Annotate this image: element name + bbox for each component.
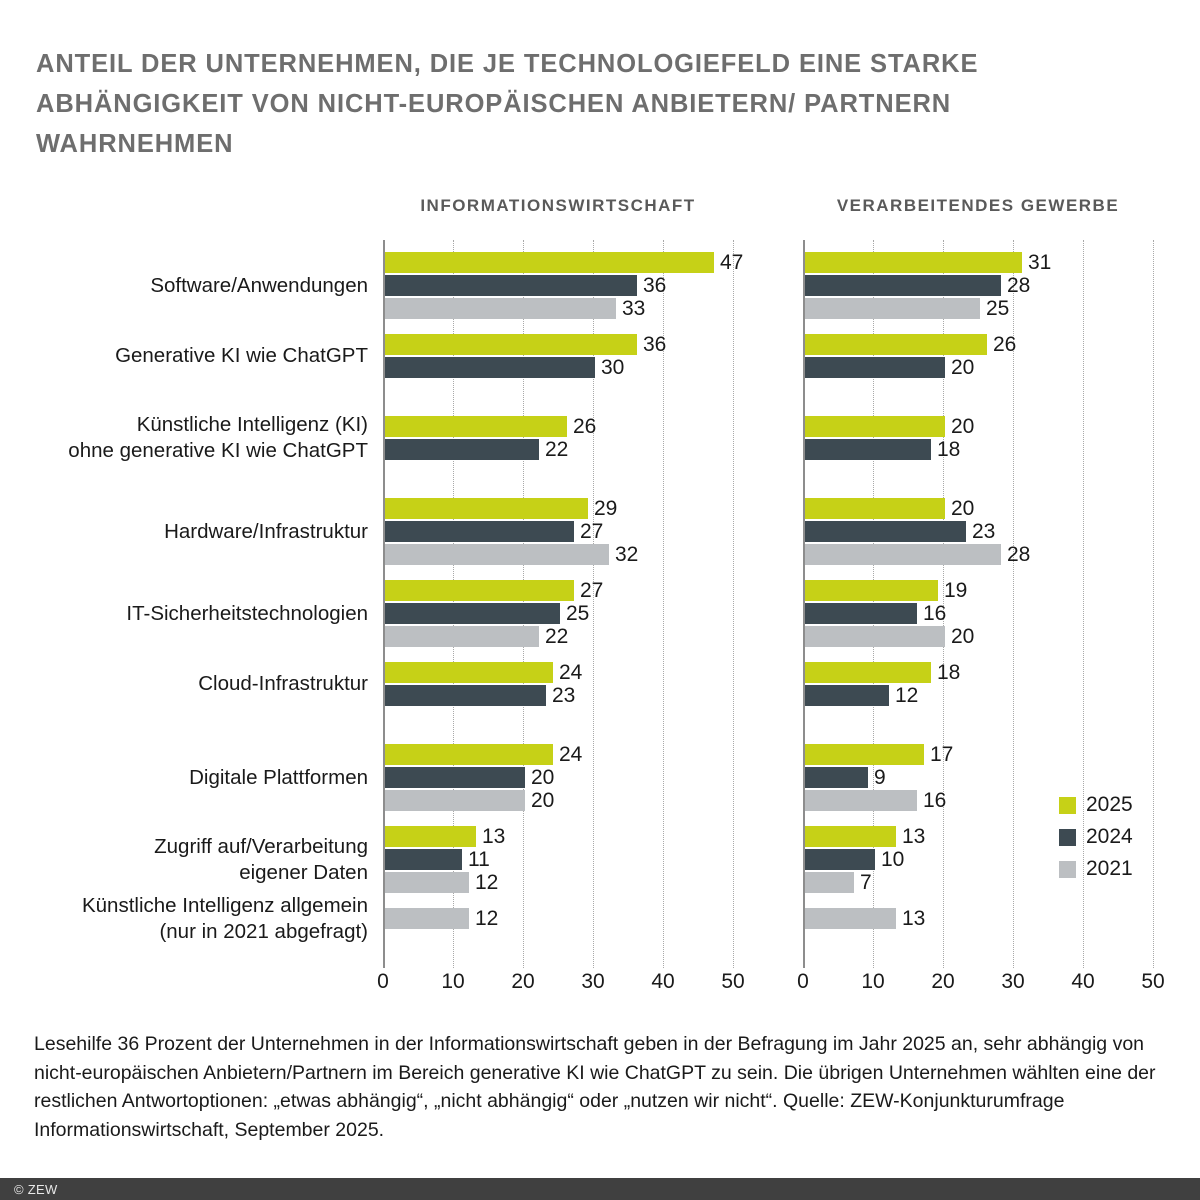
bar-row xyxy=(805,334,1153,355)
bar-value-label: 25 xyxy=(566,601,590,625)
x-tick-label: 30 xyxy=(1001,970,1025,993)
bar-row xyxy=(385,826,733,847)
category-label xyxy=(0,343,368,369)
bar-value-label: 12 xyxy=(475,906,499,930)
bar-2025 xyxy=(805,744,924,765)
bar-2025 xyxy=(385,252,714,273)
category-label xyxy=(0,765,368,791)
bar-value-label: 18 xyxy=(937,660,961,684)
category-label-line: Zugriff auf/Verarbeitung xyxy=(154,834,368,858)
bar-value-label: 18 xyxy=(937,437,961,461)
bar-value-label: 11 xyxy=(468,847,490,871)
copyright-text: © ZEW xyxy=(14,1181,58,1197)
bar-row xyxy=(805,767,1153,788)
bar-value-label: 13 xyxy=(482,824,506,848)
bar-row xyxy=(385,849,733,870)
bar-row xyxy=(805,580,1153,601)
chart-legend xyxy=(1059,789,1189,885)
bar-value-label: 26 xyxy=(993,332,1017,356)
bar-value-label: 29 xyxy=(594,496,618,520)
bar-2021 xyxy=(385,872,469,893)
bar-row xyxy=(805,275,1153,296)
bar-value-label: 23 xyxy=(972,519,996,543)
bar-row xyxy=(385,416,733,437)
bar-row xyxy=(385,872,733,893)
bar-group xyxy=(385,416,733,462)
bar-row xyxy=(385,662,733,683)
bar-row xyxy=(385,790,733,811)
legend-swatch xyxy=(1059,829,1076,846)
bar-group xyxy=(805,334,1153,380)
bar-value-label: 20 xyxy=(951,496,975,520)
bar-value-label: 13 xyxy=(902,824,926,848)
bar-2024 xyxy=(385,357,595,378)
bar-value-label: 7 xyxy=(860,870,872,894)
bar-2025 xyxy=(385,744,553,765)
bar-row xyxy=(805,498,1153,519)
bar-value-label: 27 xyxy=(580,519,604,543)
category-label xyxy=(0,519,368,545)
bar-2025 xyxy=(805,580,938,601)
bar-2021 xyxy=(385,298,616,319)
legend-swatch xyxy=(1059,861,1076,878)
bar-2024 xyxy=(385,849,462,870)
bar-value-label: 28 xyxy=(1007,273,1031,297)
bar-2025 xyxy=(385,580,574,601)
bar-row xyxy=(805,416,1153,437)
bar-2024 xyxy=(805,439,931,460)
bar-2021 xyxy=(805,626,945,647)
x-tick-label: 50 xyxy=(1141,970,1165,993)
bar-row xyxy=(805,439,1153,460)
legend-item-2024[interactable] xyxy=(1059,821,1189,853)
bar-value-label: 22 xyxy=(545,437,569,461)
copyright-bar xyxy=(0,1178,1200,1200)
bar-2025 xyxy=(805,662,931,683)
bar-value-label: 20 xyxy=(531,788,555,812)
bar-value-label: 10 xyxy=(881,847,905,871)
bar-value-label: 22 xyxy=(545,624,569,648)
category-label-line: Generative KI wie ChatGPT xyxy=(115,344,368,367)
x-tick-label: 10 xyxy=(441,970,465,993)
bar-2021 xyxy=(385,626,539,647)
bar-row xyxy=(805,744,1153,765)
bar-row xyxy=(805,357,1153,378)
legend-swatch xyxy=(1059,797,1076,814)
bar-value-label: 20 xyxy=(951,355,975,379)
bar-2021 xyxy=(805,908,896,929)
bar-value-label: 24 xyxy=(559,660,583,684)
x-tick-label: 20 xyxy=(931,970,955,993)
bar-group xyxy=(385,498,733,567)
bar-row xyxy=(385,334,733,355)
bar-2024 xyxy=(805,685,889,706)
bar-row xyxy=(385,685,733,706)
bar-2025 xyxy=(385,826,476,847)
category-label-line: Software/Anwendungen xyxy=(150,273,368,297)
bar-value-label: 27 xyxy=(580,578,604,602)
bar-2024 xyxy=(805,767,868,788)
bar-group xyxy=(805,498,1153,567)
panel-header-informationswirtschaft: INFORMATIONSWIRTSCHAFT xyxy=(420,196,696,215)
bar-2021 xyxy=(385,544,609,565)
category-label-line: (nur in 2021 abgefragt) xyxy=(159,919,368,943)
category-label-line: eigener Daten xyxy=(239,860,368,884)
category-label-line: ohne generative KI wie ChatGPT xyxy=(68,439,368,462)
bar-row xyxy=(385,521,733,542)
bar-row xyxy=(385,275,733,296)
bar-row xyxy=(385,603,733,624)
x-tickmark xyxy=(803,958,805,968)
x-tickmark xyxy=(383,958,385,968)
bar-row xyxy=(805,521,1153,542)
bar-row xyxy=(385,544,733,565)
bar-group xyxy=(385,250,744,321)
bar-2025 xyxy=(805,826,896,847)
bar-value-label: 12 xyxy=(895,683,919,707)
bar-2025 xyxy=(385,416,567,437)
category-label-line: Künstliche Intelligenz (KI) xyxy=(136,413,368,436)
bar-group xyxy=(385,662,733,708)
bar-2021 xyxy=(805,544,1001,565)
bar-value-label: 24 xyxy=(559,742,583,766)
category-label xyxy=(0,601,368,627)
panel-header-verarbeitendes-gewerbe: VERARBEITENDES GEWERBE xyxy=(836,196,1120,215)
category-label-line: Künstliche Intelligenz allgemein xyxy=(81,893,368,917)
bar-value-label: 20 xyxy=(951,414,975,438)
bar-value-label: 31 xyxy=(1028,250,1052,274)
category-label xyxy=(0,834,368,886)
chart-panel-informationswirtschaft xyxy=(383,240,744,968)
bar-2024 xyxy=(385,603,560,624)
bar-value-label: 32 xyxy=(615,542,639,566)
bar-row xyxy=(805,626,1153,647)
bar-row xyxy=(385,744,733,765)
bar-value-label: 20 xyxy=(951,624,975,648)
category-label xyxy=(0,671,368,697)
bar-row xyxy=(385,250,744,274)
bar-value-label: 36 xyxy=(643,332,667,356)
legend-item-2025[interactable] xyxy=(1059,789,1189,821)
bar-group xyxy=(805,662,1153,708)
bar-row xyxy=(805,544,1153,565)
bar-value-label: 30 xyxy=(601,355,625,379)
x-tick-label: 40 xyxy=(1071,970,1095,993)
bar-2025 xyxy=(385,662,553,683)
bar-value-label: 13 xyxy=(902,906,926,930)
bar-2025 xyxy=(805,252,1022,273)
bar-2024 xyxy=(385,521,574,542)
bar-group xyxy=(385,580,733,649)
bar-2025 xyxy=(385,334,637,355)
x-axis-verarbeitendes-gewerbe xyxy=(797,968,1165,1008)
x-tick-label: 10 xyxy=(861,970,885,993)
bar-row xyxy=(385,767,733,788)
category-label-line: IT-Sicherheitstechnologien xyxy=(126,601,368,625)
bar-2025 xyxy=(805,416,945,437)
bar-row xyxy=(385,439,733,460)
bar-2024 xyxy=(805,275,1001,296)
bar-2024 xyxy=(805,521,966,542)
gridline xyxy=(733,240,734,968)
bar-2024 xyxy=(385,767,525,788)
bar-value-label: 17 xyxy=(930,742,954,766)
bar-row xyxy=(385,498,733,519)
bar-row xyxy=(385,298,733,319)
x-tick-label: 0 xyxy=(797,970,809,993)
x-tick-label: 50 xyxy=(721,970,745,993)
bar-value-label: 16 xyxy=(923,788,947,812)
category-label xyxy=(0,893,368,945)
bar-2024 xyxy=(385,275,637,296)
bar-value-label: 36 xyxy=(643,273,667,297)
bar-2025 xyxy=(805,334,987,355)
bar-2024 xyxy=(805,849,875,870)
bar-2021 xyxy=(385,790,525,811)
bar-row xyxy=(805,603,1153,624)
bar-2024 xyxy=(385,439,539,460)
bar-2021 xyxy=(805,872,854,893)
bar-value-label: 23 xyxy=(552,683,576,707)
footnote-text: Lesehilfe 36 Prozent der Unternehmen in der Informationswirtschaft geben in der Befragung im Jahr 2025 an, sehr abhängig von nicht-europäischen Anbietern/Partnern im Bereich generative KI wie ChatGPT zu sein. Die übrigen Unternehmen wählten eine der restlichen Antwortoptionen: „etwas abhängig“, „nicht abhängig“ oder „nutzen wir nicht“. Quelle: ZEW-Konjunkturumfrage Informationswirtschaft, September 2025. xyxy=(34,1033,1156,1141)
bar-value-label: 28 xyxy=(1007,542,1031,566)
category-label-line: Digitale Plattformen xyxy=(189,765,368,789)
bar-2024 xyxy=(805,357,945,378)
bar-group xyxy=(385,908,733,931)
bar-row xyxy=(385,580,733,601)
bar-value-label: 9 xyxy=(874,765,886,789)
category-label xyxy=(0,273,368,299)
page-title: ANTEIL DER UNTERNEHMEN, DIE JE TECHNOLOGIEFELD EINE STARKE ABHÄNGIGKEIT VON NICHT-EUROPÄISCHEN ANBIETERN/ PARTNERN WAHRNEHMEN xyxy=(36,50,979,158)
bar-group xyxy=(385,744,733,813)
bar-2021 xyxy=(805,298,980,319)
category-label-line: Hardware/Infrastruktur xyxy=(164,519,368,543)
legend-item-2021[interactable] xyxy=(1059,853,1189,885)
x-tick-label: 20 xyxy=(511,970,535,993)
bar-group xyxy=(805,580,1153,649)
bar-value-label: 20 xyxy=(531,765,555,789)
bar-group xyxy=(805,252,1153,321)
bar-2025 xyxy=(385,498,588,519)
bar-row xyxy=(385,626,733,647)
bar-value-label: 47 xyxy=(720,250,744,274)
category-label xyxy=(0,412,368,464)
bar-row xyxy=(805,685,1153,706)
bar-value-label: 16 xyxy=(923,601,947,625)
bar-value-label: 26 xyxy=(573,414,597,438)
bar-row xyxy=(805,252,1153,273)
bar-2025 xyxy=(805,498,945,519)
bar-group xyxy=(385,334,733,380)
bar-2024 xyxy=(805,603,917,624)
x-tick-label: 30 xyxy=(581,970,605,993)
legend-label: 2021 xyxy=(1086,857,1133,880)
x-tick-label: 0 xyxy=(377,970,389,993)
x-axis-informationswirtschaft xyxy=(377,968,745,1008)
bar-row xyxy=(805,908,1153,929)
bar-2021 xyxy=(805,790,917,811)
bar-row xyxy=(385,357,733,378)
bar-row xyxy=(805,298,1153,319)
legend-label: 2024 xyxy=(1086,825,1133,848)
bar-2021 xyxy=(385,908,469,929)
bar-row xyxy=(385,908,733,929)
bar-2024 xyxy=(385,685,546,706)
bar-value-label: 19 xyxy=(944,578,968,602)
category-label-line: Cloud-Infrastruktur xyxy=(198,672,368,695)
bar-row xyxy=(805,662,1153,683)
bar-value-label: 25 xyxy=(986,296,1010,320)
bar-value-label: 33 xyxy=(622,296,646,320)
x-tick-label: 40 xyxy=(651,970,675,993)
bar-group xyxy=(805,908,1153,931)
legend-label: 2025 xyxy=(1086,793,1133,816)
bar-group xyxy=(385,826,733,895)
bar-group xyxy=(805,416,1153,462)
bar-value-label: 12 xyxy=(475,870,499,894)
category-axis-labels xyxy=(0,240,368,968)
